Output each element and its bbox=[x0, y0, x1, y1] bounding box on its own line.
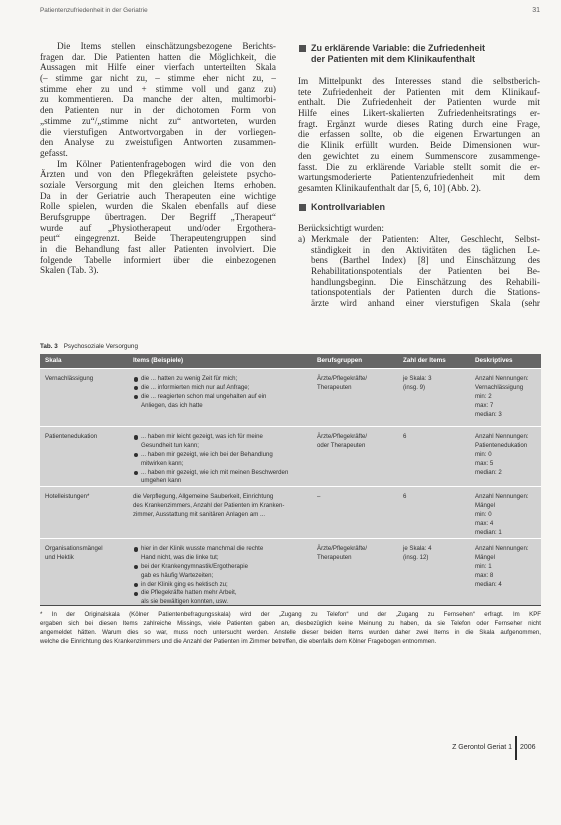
square-bullet-icon bbox=[299, 45, 306, 52]
text-line: Berufsgruppe übertragen. Der Begriff „Therapeut“ bbox=[40, 212, 276, 222]
bullet-icon bbox=[134, 453, 138, 457]
text-line: Im Kölner Patientenfragebogen wird die von den bbox=[57, 158, 276, 169]
section-heading bbox=[298, 43, 540, 65]
text-line: in die Behandlung fast aller Patienten involviert. Die bbox=[40, 244, 276, 255]
table-cell-berufsgruppen bbox=[312, 487, 398, 538]
table-cell-skala bbox=[40, 427, 128, 486]
text-line: ergaben sich bei diesen Items zahlreiche Missings, viele Patienten gaben an, diesbezüglich keine Meinung zu haben, da sie Telefon oder Fernseher nicht bbox=[40, 619, 541, 627]
bullet-icon bbox=[134, 471, 138, 475]
text-line: die Verpflegung, Allgemeine Sauberkeit, Einrichtung bbox=[133, 493, 274, 500]
column-header: Skala bbox=[45, 357, 62, 364]
text-line: je Skala: 3 bbox=[403, 375, 432, 382]
text-line: stimme eher zu und + stimme voll und ganz zu) bbox=[40, 83, 276, 94]
paragraph bbox=[40, 41, 276, 159]
text-line: zu kommentieren. Da manche der alten, multimorbi- bbox=[40, 94, 276, 105]
column-header: Items (Beispiele) bbox=[133, 357, 184, 364]
text-line: die vierstufigen Antwortvorgaben in der vorliegen- bbox=[40, 126, 276, 137]
text-line: wartungsmoderierte Patientenzufriedenheit mit dem bbox=[298, 172, 540, 183]
text-line: den Patienten nur in der dichotomen Form von bbox=[40, 105, 276, 116]
text-line: 6 bbox=[403, 493, 407, 500]
footer-journal: Z Gerontol Geriat 1 bbox=[452, 744, 512, 751]
text-line: Therapeuten bbox=[317, 383, 352, 391]
text-line: Hand nicht, was die linke tut; bbox=[141, 553, 219, 561]
text-line: bens (Barthel Index) [8] und Einschätzung des bbox=[311, 255, 540, 266]
table-cell-items bbox=[128, 427, 312, 486]
text-line: die Pflegekräfte hatten mehr Arbeit, bbox=[141, 589, 237, 597]
table-cell-berufsgruppen bbox=[312, 427, 398, 486]
text-line: den Analyse zu zweistufigen Antworten zusammen- bbox=[40, 137, 276, 148]
text-line: (insg. 9) bbox=[403, 383, 426, 391]
text-line: (insg. 12) bbox=[403, 553, 429, 561]
column-header: Zahl der Items bbox=[403, 357, 446, 364]
text-line: min: 1 bbox=[475, 562, 492, 570]
text-line: Die Items stellen einschätzungsbezogene Berichts- bbox=[57, 41, 276, 51]
text-line: fragen dar. Die Patienten hatten die Möglichkeit, die bbox=[40, 51, 276, 62]
text-line: Gesundheit tun kann; bbox=[141, 441, 199, 449]
text-line: – bbox=[317, 493, 321, 500]
text-line: enthalt. Die Zufriedenheit der Patienten wurde mit bbox=[298, 97, 540, 108]
text-line: Merkmale der Patienten: Alter, Geschlecht, Selbst- bbox=[311, 234, 540, 244]
text-line: median: 2 bbox=[475, 468, 502, 476]
table-cell-skala bbox=[40, 487, 128, 538]
list-marker: a) bbox=[298, 234, 306, 244]
table-cell-zahl bbox=[398, 539, 470, 605]
table-caption-label: Tab. 3 bbox=[40, 343, 58, 350]
page-number: 31 bbox=[532, 7, 540, 14]
running-title: Patientenzufriedenheit in der Geriatrie bbox=[40, 7, 148, 14]
text-line: * In der Originalskala (Kölner Patientenbefragungsskala) wird der „Zugang zu Telefon“ und der „Zugang zu Fernsehen“ erfragt. Im KPF bbox=[40, 611, 541, 618]
text-line: Ärzten und von den Pflegekräften geleistete psycho- bbox=[40, 169, 276, 180]
text-line: ... haben mir gezeigt, wie ich mit meinen Beschwerden bbox=[141, 468, 289, 476]
text-line: ... haben mir leicht gezeigt, was ich für meine bbox=[141, 433, 263, 440]
paragraph bbox=[40, 159, 276, 277]
column-header: Deskriptives bbox=[475, 357, 513, 364]
text-line: wurde auf „Physiotherapeut und/oder Ergothera- bbox=[40, 222, 276, 233]
text-line: folgende Tabelle informiert über die einbezogenen bbox=[40, 254, 276, 265]
text-line: max: 8 bbox=[475, 571, 494, 579]
text-line: Da in der Geriatrie auch Therapeuten eine wichtige bbox=[40, 190, 276, 201]
table-cell-skala bbox=[40, 539, 128, 605]
item-entry bbox=[133, 581, 309, 590]
section-heading bbox=[298, 202, 540, 213]
text-line: Im Mittelpunkt des Interesses stand die selbstberich- bbox=[298, 76, 540, 86]
text-line: je Skala: 4 bbox=[403, 545, 432, 552]
text-line: die erfassen sollte, ob die eigenen Erwartungen an bbox=[298, 129, 540, 140]
text-line: Anliegen, das ich hatte bbox=[141, 401, 203, 409]
text-line: gab es häufig Wartezeiten; bbox=[141, 571, 214, 579]
bullet-icon bbox=[134, 565, 138, 569]
text-line: umgehen kann bbox=[141, 477, 182, 485]
text-line: Vernachlässigung bbox=[45, 375, 94, 382]
table-cell-berufsgruppen bbox=[312, 539, 398, 605]
table-footnote bbox=[40, 611, 541, 647]
item-entry bbox=[133, 451, 309, 469]
bullet-icon bbox=[134, 377, 138, 381]
text-line: fragt. Ergänzt wurde dieses Rating durch eine Frage, bbox=[298, 118, 540, 129]
table-cell-zahl bbox=[398, 427, 470, 486]
text-line: hier in der Klinik wusste manchmal die rechte bbox=[141, 545, 264, 552]
bullet-icon bbox=[134, 583, 138, 587]
table-cell-items bbox=[128, 487, 312, 538]
heading-line: der Patienten mit dem Klinikaufenthalt bbox=[311, 54, 476, 64]
text-line: Mängel bbox=[475, 501, 495, 509]
text-line: „stimme zu“/„stimme nicht zu“ antworteten, wurden bbox=[40, 115, 276, 126]
table-cell-deskriptives bbox=[470, 427, 541, 486]
text-line: Organisationsmängel bbox=[45, 545, 103, 552]
item-entry bbox=[133, 563, 309, 581]
footer-year: 2006 bbox=[520, 744, 536, 751]
text-line: handlungsbeginn. Die Einschätzung des Rehabili- bbox=[311, 276, 540, 287]
text-line: tationspotentials der Patienten durch die Stations- bbox=[311, 287, 540, 298]
text-line: Mängel bbox=[475, 553, 495, 561]
table-cell-items bbox=[128, 539, 312, 605]
column-header: Berufsgruppen bbox=[317, 357, 363, 364]
text-line: Skalen (Tab. 3). bbox=[40, 265, 99, 276]
text-line: Vernachlässigung bbox=[475, 383, 524, 391]
table-row bbox=[40, 538, 541, 605]
text-line: die ... informierten mich nur auf Anfrage; bbox=[141, 383, 250, 391]
text-line: Anzahl Nennungen: bbox=[475, 375, 529, 382]
bullet-icon bbox=[134, 386, 138, 390]
text-line: Anzahl Nennungen: bbox=[475, 545, 529, 552]
text-line: bei der Krankengymnastik/Ergotherapie bbox=[141, 562, 249, 570]
text-line: und Hektik bbox=[45, 553, 74, 561]
text-line: min: 0 bbox=[475, 510, 492, 518]
bullet-icon bbox=[134, 592, 138, 596]
text-line: die ... hatten zu wenig Zeit für mich; bbox=[141, 375, 238, 382]
text-line: angemeldet hätten. Warum dies so war, muss noch untersucht werden. Anstelle dieser beiden Items wurden daher zwei Items in die Skala aufgenommen, bbox=[40, 628, 541, 636]
text-line: zimmer, Ausstattung mit sanitären Anlagen am ... bbox=[133, 510, 266, 518]
bullet-icon bbox=[134, 435, 138, 439]
item-entry bbox=[133, 393, 309, 411]
text-line: Patientenedukation bbox=[45, 433, 98, 440]
paragraph bbox=[298, 76, 540, 194]
item-entry bbox=[133, 545, 309, 563]
heading-line: Zu erklärende Variable: die Zufriedenheit bbox=[311, 43, 486, 53]
table-cell-berufsgruppen bbox=[312, 369, 398, 426]
table-cell-deskriptives bbox=[470, 487, 541, 538]
text-line: min: 2 bbox=[475, 392, 492, 400]
text-line: fasst. Die zu erklärende Variable stellt somit die er- bbox=[298, 161, 540, 172]
item-entry bbox=[133, 589, 309, 605]
table-header-row bbox=[40, 354, 541, 368]
footer-divider bbox=[515, 736, 517, 760]
text-line: median: 4 bbox=[475, 580, 502, 588]
data-table bbox=[40, 354, 541, 606]
text-line: Rolle spielen, wurden die Skalen ebenfalls auf diese bbox=[40, 201, 276, 212]
table-cell-skala bbox=[40, 369, 128, 426]
text-line: Therapeuten bbox=[317, 553, 352, 561]
table-row bbox=[40, 426, 541, 486]
text-line: mitwirken kann; bbox=[141, 459, 184, 467]
text-line: median: 1 bbox=[475, 528, 502, 536]
table-caption bbox=[40, 342, 138, 351]
text-line: Hilfe eines Likert-skalierten Zufriedenheitsratings er- bbox=[298, 108, 540, 119]
text-line: die ... reagierten schon mal ungehalten auf ein bbox=[141, 392, 267, 400]
table-cell-deskriptives bbox=[470, 539, 541, 605]
text-line: Anzahl Nennungen: bbox=[475, 433, 529, 440]
table-cell-zahl bbox=[398, 369, 470, 426]
text-line: als sie bewältigen konnten, usw. bbox=[141, 598, 229, 605]
list-item-text bbox=[311, 234, 540, 309]
text-line: max: 7 bbox=[475, 401, 494, 409]
text-line: oder Therapeuten bbox=[317, 441, 366, 449]
square-bullet-icon bbox=[299, 204, 306, 211]
list-item bbox=[298, 234, 540, 309]
text-line: tete Zufriedenheit der Patienten mit dem Klinikauf- bbox=[298, 86, 540, 97]
text-line: 6 bbox=[403, 433, 407, 440]
text-line: max: 5 bbox=[475, 459, 494, 467]
item-entry bbox=[133, 493, 309, 520]
text-line: (– stimme gar nicht zu, – stimme eher nicht zu, – bbox=[40, 73, 276, 84]
item-entry bbox=[133, 384, 309, 393]
text-line: die Klinik erfüllt wurden. Beide Dimensionen wur- bbox=[298, 140, 540, 151]
left-column bbox=[40, 41, 276, 276]
bullet-icon bbox=[134, 547, 138, 551]
text-line: welche die Einrichtung des Krankenzimmers und die Anzahl der Patienten im Zimmer betreffen, die ebenfalls dem Kölner Fragebogen entnommen. bbox=[40, 637, 437, 645]
text-line: gefasst. bbox=[40, 147, 68, 158]
text-line: Anzahl Nennungen: bbox=[475, 493, 529, 500]
right-column bbox=[298, 0, 540, 330]
item-entry bbox=[133, 469, 309, 486]
table-row bbox=[40, 368, 541, 426]
text-line: soziale Versorgung mit den gleichen Items erhoben. bbox=[40, 179, 276, 190]
table-cell-deskriptives bbox=[470, 369, 541, 426]
text-line: ärzte wird anhand einer vierstufigen Skala (sehr bbox=[311, 298, 540, 309]
item-entry bbox=[133, 375, 309, 384]
text-line: peut“ eingegrenzt. Beide Therapeutengruppen sind bbox=[40, 233, 276, 244]
text-line: Ärzte/Pflegekräfte/ bbox=[317, 433, 368, 440]
text-line: ständigkeit in den Aktivitäten des täglichen Le- bbox=[311, 244, 540, 255]
text-line: Ärzte/Pflegekräfte/ bbox=[317, 375, 368, 382]
table-row bbox=[40, 486, 541, 538]
table-cell-zahl bbox=[398, 487, 470, 538]
item-entry bbox=[133, 433, 309, 451]
text-line: min: 0 bbox=[475, 450, 492, 458]
table-body bbox=[40, 368, 541, 605]
text-line: Rehabilitationspotentials der Patienten bei Be- bbox=[311, 266, 540, 277]
text-line: gesamten Klinikaufenthalt dar [5, 6, 10] (Abb. 2). bbox=[298, 182, 481, 193]
table-caption-title: Psychosoziale Versorgung bbox=[63, 343, 138, 350]
text-line: Berücksichtigt wurden: bbox=[298, 223, 384, 233]
text-line: Hotelleistungen* bbox=[45, 493, 90, 500]
table-cell-items bbox=[128, 369, 312, 426]
text-line: Patientenedukation bbox=[475, 441, 528, 449]
heading-line: Kontrollvariablen bbox=[311, 202, 386, 212]
text-line: max: 4 bbox=[475, 519, 494, 527]
text-line: Aussagen mit Hilfe einer vierfach unterteilten Skala bbox=[40, 62, 276, 73]
text-line: den gewichtet zu einem Summenscore zusammenge- bbox=[298, 150, 540, 161]
text-line: des Krankenzimmers, Anzahl der Patienten im Kranken- bbox=[133, 501, 285, 509]
text-line: Ärzte/Pflegekräfte/ bbox=[317, 545, 368, 552]
text-line: in der Klinik ging es hektisch zu; bbox=[141, 580, 228, 588]
bullet-icon bbox=[134, 395, 138, 399]
text-line: ... haben mir gezeigt, wie ich bei der Behandlung bbox=[141, 450, 273, 458]
text-line: median: 3 bbox=[475, 410, 502, 418]
